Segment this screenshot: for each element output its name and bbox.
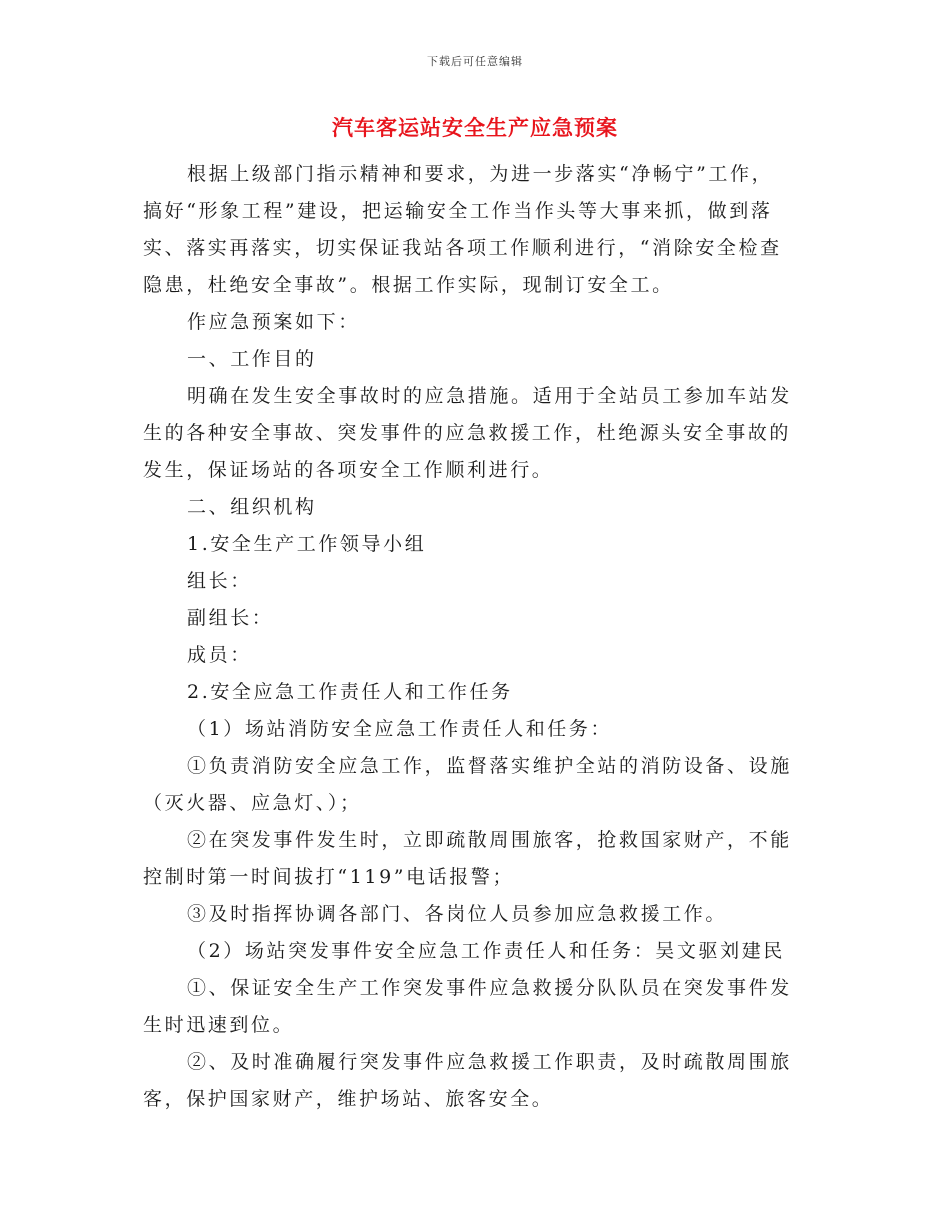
document-body xyxy=(143,156,805,1118)
list-item xyxy=(143,970,805,1044)
paragraph-line: 二、组织机构 xyxy=(187,496,317,518)
document-title: 汽车客运站安全生产应急预案 xyxy=(332,115,618,140)
paragraph-line: 实、落实再落实，切实保证我站各项工作顺利进行，“消除安全检查 xyxy=(143,237,782,259)
paragraph-line: 明确在发生安全事故时的应急措施。适用于全站员工参加车站发 xyxy=(187,385,792,407)
header-note: 下载后可任意编辑 xyxy=(427,55,523,68)
list-item xyxy=(143,748,805,822)
paragraph-line: （2）场站突发事件安全应急工作责任人和任务：吴文驱刘建民 xyxy=(187,940,785,962)
subsection-heading-1 xyxy=(143,526,805,563)
paragraph-line: 生时迅速到位。 xyxy=(143,1014,295,1036)
section-heading-1 xyxy=(143,341,805,378)
paragraph-line: （1）场站消防安全应急工作责任人和任务： xyxy=(187,718,613,740)
paragraph-line: 副组长： xyxy=(187,607,274,629)
paragraph-1 xyxy=(143,156,805,304)
paragraph-line: 作应急预案如下： xyxy=(187,311,360,333)
paragraph-line: 1.安全生产工作领导小组 xyxy=(187,533,427,555)
paragraph-line: （灭火器、应急灯、）； xyxy=(143,792,362,814)
paragraph-line: 组长： xyxy=(187,570,252,592)
paragraph-line: 发生，保证场站的各项安全工作顺利进行。 xyxy=(143,459,554,481)
members-field xyxy=(143,637,805,674)
paragraph-line: ①负责消防安全应急工作，监督落实维护全站的消防设备、设施 xyxy=(187,755,792,777)
list-item xyxy=(143,1044,805,1118)
section-heading-2 xyxy=(143,489,805,526)
item-heading-1 xyxy=(143,711,805,748)
paragraph-line: ③及时指挥协调各部门、各岗位人员参加应急救援工作。 xyxy=(187,903,728,925)
paragraph-line: 客，保护国家财产，维护场站、旅客安全。 xyxy=(143,1088,554,1110)
paragraph-3 xyxy=(143,378,805,489)
paragraph-line: 2.安全应急工作责任人和工作任务 xyxy=(187,681,513,703)
list-item xyxy=(143,896,805,933)
leader-field xyxy=(143,563,805,600)
paragraph-line: 控制时第一时间拔打“119”电话报警； xyxy=(143,866,515,888)
paragraph-line: ②、及时准确履行突发事件应急救援工作职责，及时疏散周围旅 xyxy=(187,1051,792,1073)
item-heading-2 xyxy=(143,933,805,970)
paragraph-line: ①、保证安全生产工作突发事件应急救援分队队员在突发事件发 xyxy=(187,977,792,999)
paragraph-line: 根据上级部门指示精神和要求，为进一步落实“净畅宁”工作， xyxy=(187,163,774,185)
paragraph-line: ②在突发事件发生时，立即疏散周围旅客，抢救国家财产，不能 xyxy=(187,829,792,851)
paragraph-line: 生的各种安全事故、突发事件的应急救援工作，杜绝源头安全事故的 xyxy=(143,422,792,444)
deputy-leader-field xyxy=(143,600,805,637)
subsection-heading-2 xyxy=(143,674,805,711)
paragraph-line: 成员： xyxy=(187,644,252,666)
paragraph-line: 隐患，杜绝安全事故”。根据工作实际，现制订安全工。 xyxy=(143,274,674,296)
paragraph-line: 搞好“形象工程”建设，把运输安全工作当作头等大事来抓，做到落 xyxy=(143,200,773,222)
paragraph-2 xyxy=(143,304,805,341)
list-item xyxy=(143,822,805,896)
paragraph-line: 一、工作目的 xyxy=(187,348,317,370)
